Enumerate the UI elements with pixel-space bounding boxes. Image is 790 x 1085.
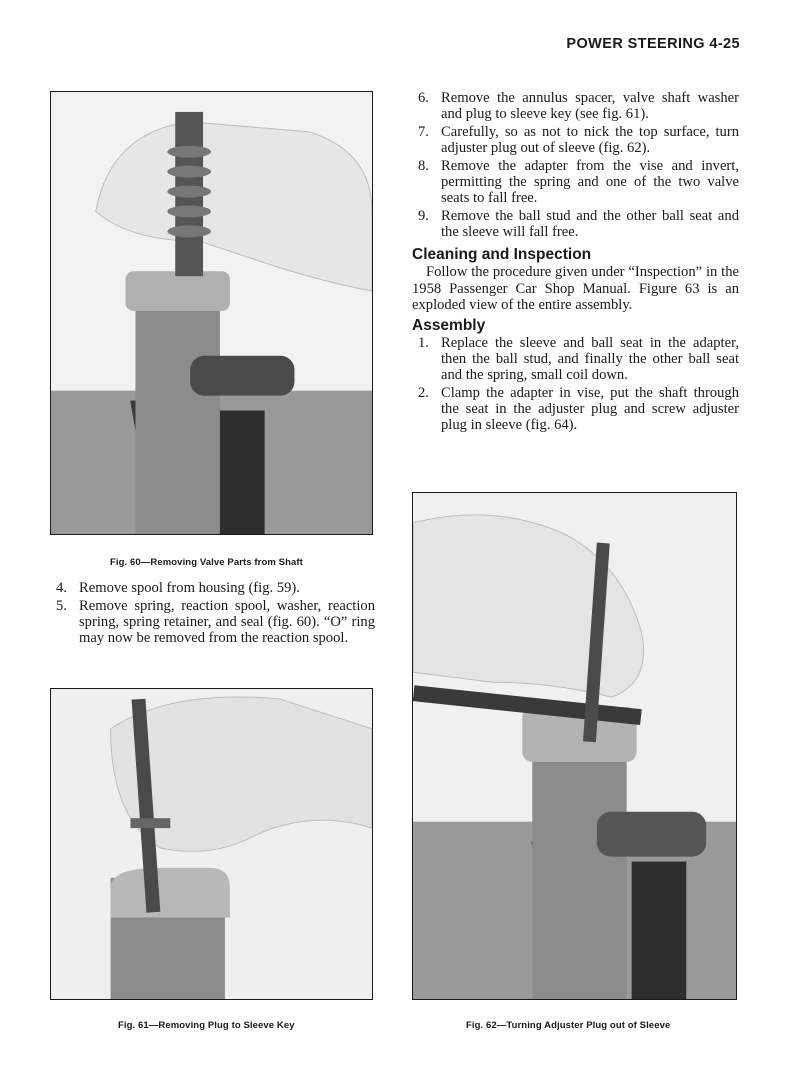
page-header: POWER STEERING 4-25 [566,36,740,52]
section-heading-assembly: Assembly [412,316,486,334]
left-column-text [50,580,375,648]
plug-removal-illustration [51,689,372,999]
list-item: 2. Clamp the adapter in vise, put the shaft through the seat in the adjuster plug and screw adjuster plug in sleeve (fig. 64). [418,385,739,434]
cleaning-paragraph: Follow the procedure given under “Inspection” in the 1958 Passenger Car Shop Manual. Figure 63 is an exploded view of the entire assembly. [412,264,739,313]
right-steps-list [412,90,739,240]
list-item: 7. Carefully, so as not to nick the top surface, turn adjuster plug out of sleeve (fig. 62). [418,123,739,157]
list-item: 6. Remove the annulus spacer, valve shaft washer and plug to sleeve key (see fig. 61). [418,90,739,123]
assembly-steps-list [412,335,739,434]
figure-62-photo [412,492,737,1000]
figure-60-caption: Fig. 60—Removing Valve Parts from Shaft [110,557,303,568]
valve-assembly-illustration [51,92,372,534]
list-item: 4. Remove spool from housing (fig. 59). [56,580,300,596]
left-steps-list [50,580,375,646]
list-item: 8. Remove the adapter from the vise and invert, permitting the spring and one of the two valve seats to fall free. [418,157,739,207]
figure-61-photo [50,688,373,1000]
figure-61-caption: Fig. 61—Removing Plug to Sleeve Key [118,1020,295,1031]
list-item: 1. Replace the sleeve and ball seat in the adapter, then the ball stud, and finally the other ball seat and the spring, small coil down. [418,334,739,384]
figure-62-caption: Fig. 62—Turning Adjuster Plug out of Sleeve [466,1020,671,1031]
section-heading-cleaning: Cleaning and Inspection [412,246,592,264]
right-column-text [412,90,739,435]
list-item: 9. Remove the ball stud and the other ball seat and the sleeve will fall free. [418,207,739,241]
list-item: 5. Remove spring, reaction spool, washer, reaction spring, spring retainer, and seal (fig. 60). “O” ring may now be removed from the reaction spool. [56,597,375,647]
figure-60-photo [50,91,373,535]
adjuster-plug-illustration [413,493,736,999]
